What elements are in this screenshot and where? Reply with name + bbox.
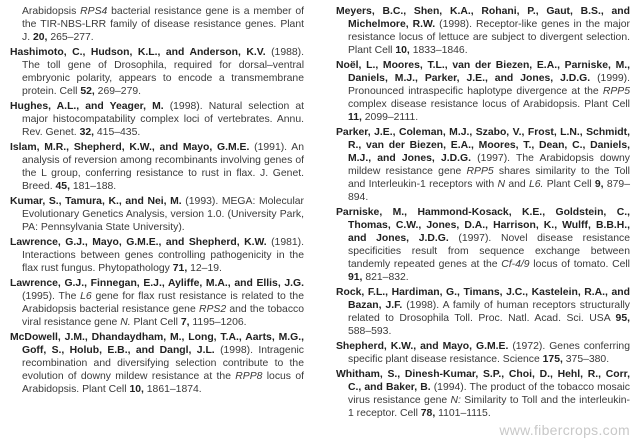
reference-entry [336,368,630,420]
reference-entry [10,46,304,98]
reference-text: and [505,179,529,190]
reference-bold-text: 32, [79,127,95,138]
reference-entry [10,331,304,396]
reference-italic-text: N [497,179,506,190]
reference-entry [10,236,304,275]
reference-bold-text: Lawrence, G.J., Finnegan, E.J., Ayliffe, M.A., and Ellis, J.G. [10,278,304,289]
reference-entry [336,206,630,284]
reference-bold-text: 10, [395,45,410,56]
reference-italic-text: N. [120,317,131,328]
reference-text: (1997). The Arabidopsis downy mildew resistance gene [348,153,630,177]
reference-text: 1195–1206. [189,317,247,328]
reference-entry [336,59,630,124]
reference-bold-text: 91, [348,272,363,283]
reference-text: (1988). The toll gene of Drosophila, required for dorsal–ventral embryonic polarity, appears to encode a transmembrane protein. Cell [22,47,305,97]
reference-bold-text: 9, [594,179,604,190]
reference-bold-text: Meyers, B.C., Shen, K.A., Rohani, P., Gaut, B.S., and Michelmore, R.W. [336,6,630,30]
reference-text: Plant Cell [543,179,595,190]
reference-text: shares similarity to the Toll and Interleukin-1 receptors with [348,166,630,190]
reference-text: 375–380. [562,354,610,365]
reference-bold-text: 20, [32,32,48,43]
reference-bold-text: McDowell, J.M., Dhandaydham, M., Long, T.A., Aarts, M.G., Goff, S., Holub, E.B., and Dangl, J.L. [10,332,304,356]
reference-bold-text: Whitham, S., Dinesh-Kumar, S.P., Choi, D., Hehl, R., Corr, C., and Baker, B. [336,369,630,393]
reference-bold-text: 10, [129,384,144,395]
reference-entry [336,340,630,366]
reference-text: Similarity to Toll and the interleukin-1 receptor. Cell [348,395,630,419]
reference-bold-text: 11, [348,112,362,123]
reference-italic-text: RPP5 [466,166,494,177]
reference-entry [10,100,304,139]
reference-text: (1981). Interactions between genes controlling pathogenicity in the flax rust fungus. Phytopathology [22,237,304,274]
reference-text: locus of tomato. Cell [529,259,630,270]
reference-italic-text: RPP5 [602,86,630,97]
reference-bold-text: Noël, L., Moores, T.L., van der Biezen, E.A., Parniske, M., Daniels, M.J., Parker, J.E., and Jones, J.D.G. [336,60,630,84]
reference-text: (1993). MEGA: Molecular Evolutionary Genetics Analysis, version 1.0. (University Park, PA: Pennsylvania State University). [22,196,304,233]
reference-bold-text: 7, [180,317,190,328]
reference-bold-text: Shepherd, K.W., and Mayo, G.M.E. [336,341,509,352]
reference-text: Plant Cell [130,317,181,328]
reference-text: 1861–1874. [143,384,202,395]
reference-bold-text: 45, [55,181,70,192]
reference-bold-text: Islam, M.R., Shepherd, K.W., and Mayo, G.M.E. [10,142,250,153]
reference-text: gene for flax rust resistance is related to the Arabidopsis bacterial resistance gene [22,291,304,315]
reference-italic-text: L6 [80,291,92,302]
reference-text: (1998). A family of human receptors structurally related to Drosophila Toll. Proc. Natl. Acad. Sci. USA [348,300,631,324]
reference-bold-text: Hashimoto, C., Hudson, K.L., and Anderson, K.V. [10,47,266,58]
reference-entry [336,5,630,57]
reference-text: 269–279. [94,86,142,97]
reference-text: 588–593. [348,326,392,337]
reference-text: 1833–1846. [409,45,468,56]
reference-bold-text: 71, [172,263,188,274]
reference-text: 1101–1115. [435,408,491,419]
reference-italic-text: RPP8 [235,371,263,382]
reference-text: (1995). The [22,291,81,302]
reference-text: (1998). Natural selection at major histocompatability complex loci of vertebrates. Annu. Rev. Genet. [22,101,304,138]
watermark: www.fibercrops.com [499,422,630,438]
reference-italic-text: L6. [528,179,544,190]
reference-text: (1998). Intragenic recombination and diversifying selection contribute to the evolution of downy mildew resistance at the [22,345,304,382]
reference-text: 181–188. [69,181,117,192]
reference-text: (1994). The product of the tobacco mosaic virus resistance gene [348,382,630,406]
reference-text: (1991). An analysis of reversion among recombinants involving genes of the L group, conferring resistance to rust in flax. J. Genet. Breed. [22,142,304,192]
reference-text: 821–832. [362,272,409,283]
reference-bold-text: Rock, F.L., Hardiman, G., Timans, J.C., Kastelein, R.A., and Bazan, J.F. [336,287,630,311]
reference-bold-text: Lawrence, G.J., Mayo, G.M.E., and Shepherd, K.W. [10,237,267,248]
reference-italic-text: RPS2 [198,304,227,315]
reference-text: 265–277. [47,32,94,43]
reference-text: complex disease resistance locus of Arabidopsis. Plant Cell [348,99,630,110]
reference-text: locus of Arabidopsis. Plant Cell [22,371,304,395]
reference-entry [336,126,630,204]
reference-bold-text: Hughes, A.L., and Yeager, M. [10,101,164,112]
reference-text: 415–435. [94,127,141,138]
reference-text: (1999). Pronounced intraspecific haplotype divergence at the [348,73,631,97]
reference-text: (1998). Receptor-like genes in the major resistance locus of lettuce are subject to divergent selection. Plant Cell [348,19,630,56]
reference-entry [10,277,304,329]
reference-bold-text: 78, [420,408,436,419]
reference-text: bacterial resistance gene is a member of the TIR-NBS-LRR family of disease resistance genes. Plant J. [22,6,304,43]
reference-italic-text: N: [450,395,461,406]
reference-bold-text: 52, [80,86,95,97]
reference-entry [10,141,304,193]
reference-entry [10,195,304,234]
references-right-column [336,5,630,438]
reference-bold-text: 175, [542,354,563,365]
references-left-column [10,5,304,398]
reference-bold-text: Kumar, S., Tamura, K., and Nei, M. [10,196,182,207]
reference-text: 879–894. [348,179,630,203]
reference-text: 2099–2111. [361,112,419,123]
reference-text: and the tobacco viral resistance gene [22,304,304,328]
reference-italic-text: Cf-4/9 [501,259,530,270]
reference-bold-text: Parniske, M., Hammond-Kosack, K.E., Goldstein, C., Thomas, C.W., Jones, D.A., Harrison, K., Wulff, B.B.H., and Jones, J.D.G. [336,207,630,244]
reference-text: 12–19. [187,263,222,274]
reference-entry [10,5,304,44]
reference-text: (1972). Genes conferring specific plant disease resistance. Science [348,341,630,365]
reference-text: Arabidopsis [22,6,81,17]
reference-italic-text: RPS4 [80,6,108,17]
reference-entry [336,286,630,338]
reference-bold-text: Parker, J.E., Coleman, M.J., Szabo, V., Frost, L.N., Schmidt, R., van der Biezen, E.A., Moores, T., Dean, C., Daniels, M.J., and Jones, J.D.G. [336,127,630,164]
reference-text: (1997). Novel disease resistance specificities result from sequence exchange between tandemly repeated genes at the [348,233,630,270]
reference-bold-text: 95, [615,313,630,324]
